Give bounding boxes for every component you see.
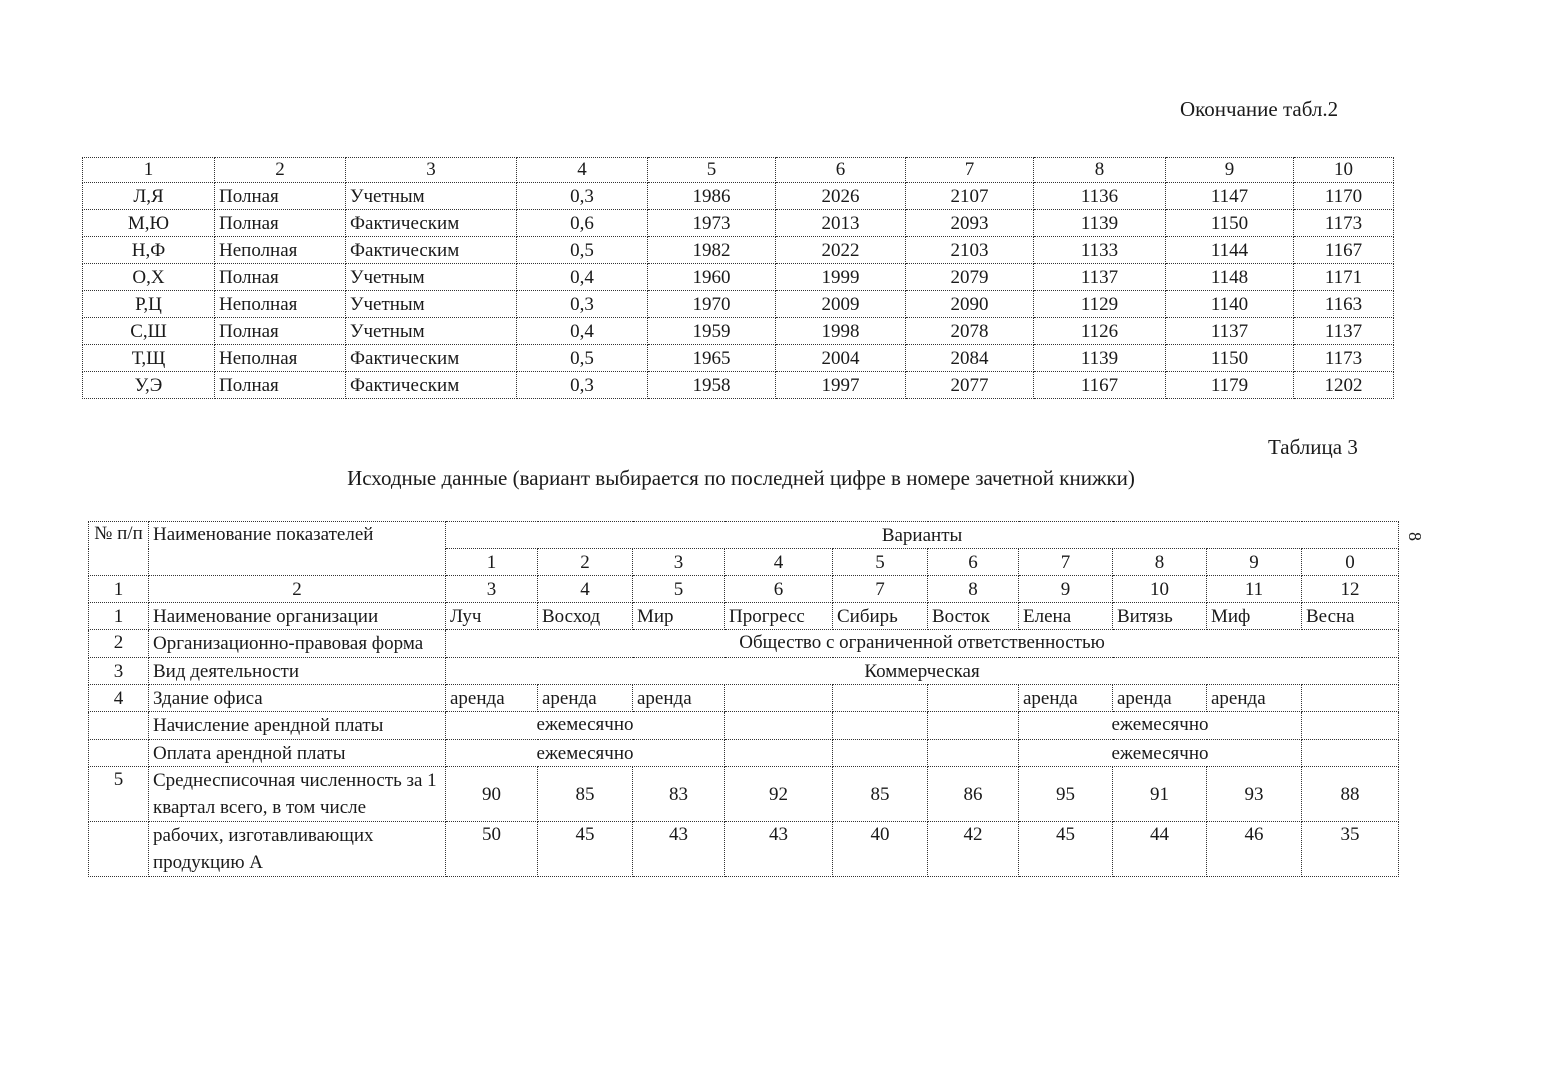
table-cell: Полная — [215, 318, 346, 345]
table-cell: 1148 — [1166, 264, 1294, 291]
rent-accrual-value: ежемесячно — [446, 712, 725, 740]
row-num: 3 — [89, 658, 149, 685]
variant-number: 0 — [1302, 549, 1399, 576]
variants-header: Варианты — [446, 522, 1399, 549]
table-cell: 1139 — [1034, 345, 1166, 372]
table-cell: Неполная — [215, 291, 346, 318]
name-header: Наименование показателей — [149, 522, 446, 576]
rent-accrual-cell — [928, 712, 1019, 740]
num-header: № п/п — [89, 522, 149, 576]
office-cell: аренда — [538, 685, 633, 712]
table-cell: 1997 — [776, 372, 906, 399]
table-cell: Фактическим — [346, 210, 517, 237]
table-2 — [82, 157, 1394, 399]
table-cell: 1150 — [1166, 345, 1294, 372]
table-cell: 0,3 — [517, 183, 648, 210]
t2-header-row — [83, 158, 1394, 183]
table-cell: 1136 — [1034, 183, 1166, 210]
t3-row-headcount — [89, 767, 1399, 822]
variant-number: 4 — [725, 549, 833, 576]
office-cell — [1302, 685, 1399, 712]
table-cell: Учетным — [346, 318, 517, 345]
org-name-cell: Прогресс — [725, 603, 833, 630]
table-cell: 1973 — [648, 210, 776, 237]
variant-number: 7 — [1019, 549, 1113, 576]
column-number: 10 — [1113, 576, 1207, 603]
row-num — [89, 740, 149, 767]
table-cell: 2009 — [776, 291, 906, 318]
table-cell: 1140 — [1166, 291, 1294, 318]
row-num — [89, 712, 149, 740]
workers-a-cell: 45 — [538, 822, 633, 877]
column-number: 6 — [725, 576, 833, 603]
column-number: 8 — [928, 576, 1019, 603]
table-cell: 2004 — [776, 345, 906, 372]
rent-payment-cell — [928, 740, 1019, 767]
workers-a-cell: 35 — [1302, 822, 1399, 877]
table-cell: 1999 — [776, 264, 906, 291]
table-cell: 2090 — [906, 291, 1034, 318]
headcount-cell: 85 — [833, 767, 928, 822]
row-label: рабочих, изготавливающих продукцию А — [149, 822, 446, 877]
table-cell: 1959 — [648, 318, 776, 345]
column-number: 1 — [89, 576, 149, 603]
table-cell: Полная — [215, 372, 346, 399]
table-cell: Фактическим — [346, 237, 517, 264]
table3-title: Исходные данные (вариант выбирается по последней цифре в номере зачетной книжки) — [347, 466, 1135, 490]
row-num: 5 — [89, 767, 149, 822]
table-cell: 1170 — [1294, 183, 1394, 210]
table-cell: 1139 — [1034, 210, 1166, 237]
headcount-cell: 85 — [538, 767, 633, 822]
table-cell: 1982 — [648, 237, 776, 264]
t3-row-org-name — [89, 603, 1399, 630]
org-name-cell: Мир — [633, 603, 725, 630]
row-num: 2 — [89, 630, 149, 658]
rent-payment-value: ежемесячно — [1019, 740, 1302, 767]
org-name-cell: Миф — [1207, 603, 1302, 630]
t2-col-number: 3 — [346, 158, 517, 183]
table-cell: 0,5 — [517, 345, 648, 372]
workers-a-cell: 46 — [1207, 822, 1302, 877]
office-cell: аренда — [633, 685, 725, 712]
t3-column-numbers-row — [89, 576, 1399, 603]
org-name-cell: Луч — [446, 603, 538, 630]
t3-row-legal-form — [89, 630, 1399, 658]
table-cell: С,Ш — [83, 318, 215, 345]
workers-a-cell: 45 — [1019, 822, 1113, 877]
row-label: Наименование организации — [149, 603, 446, 630]
workers-a-cell: 43 — [633, 822, 725, 877]
table-cell: 1150 — [1166, 210, 1294, 237]
table-row — [83, 345, 1394, 372]
headcount-cell: 91 — [1113, 767, 1207, 822]
table-cell: Учетным — [346, 183, 517, 210]
table-cell: 1129 — [1034, 291, 1166, 318]
table-row — [83, 183, 1394, 210]
column-number: 11 — [1207, 576, 1302, 603]
t3-row-activity — [89, 658, 1399, 685]
variant-number: 9 — [1207, 549, 1302, 576]
table-row — [83, 372, 1394, 399]
t2-col-number: 7 — [906, 158, 1034, 183]
table-cell: 2107 — [906, 183, 1034, 210]
row-num: 4 — [89, 685, 149, 712]
table-cell: 2022 — [776, 237, 906, 264]
table-cell: Фактическим — [346, 372, 517, 399]
org-name-cell: Восток — [928, 603, 1019, 630]
org-name-cell: Восход — [538, 603, 633, 630]
column-number: 9 — [1019, 576, 1113, 603]
rent-accrual-cell — [1302, 712, 1399, 740]
rent-accrual-cell — [833, 712, 928, 740]
table-cell: 1167 — [1034, 372, 1166, 399]
table-cell: 1958 — [648, 372, 776, 399]
table-cell: Учетным — [346, 291, 517, 318]
column-number: 7 — [833, 576, 928, 603]
table-cell: 1163 — [1294, 291, 1394, 318]
org-name-cell: Витязь — [1113, 603, 1207, 630]
column-number: 5 — [633, 576, 725, 603]
table-cell: 1133 — [1034, 237, 1166, 264]
table-cell: 1970 — [648, 291, 776, 318]
table-cell: 1986 — [648, 183, 776, 210]
table-row — [83, 264, 1394, 291]
table-cell: Учетным — [346, 264, 517, 291]
table-3 — [88, 521, 1399, 877]
t3-row-workers-a — [89, 822, 1399, 877]
table-cell: 2078 — [906, 318, 1034, 345]
variant-number: 3 — [633, 549, 725, 576]
variant-number: 5 — [833, 549, 928, 576]
t2-col-number: 10 — [1294, 158, 1394, 183]
rent-payment-cell — [725, 740, 833, 767]
workers-a-cell: 43 — [725, 822, 833, 877]
table-cell: Фактическим — [346, 345, 517, 372]
workers-a-cell: 50 — [446, 822, 538, 877]
table-cell: 0,4 — [517, 264, 648, 291]
t2-col-number: 2 — [215, 158, 346, 183]
table-cell: 1171 — [1294, 264, 1394, 291]
variant-number: 1 — [446, 549, 538, 576]
t2-col-number: 5 — [648, 158, 776, 183]
t3-head-row-1 — [89, 522, 1399, 549]
headcount-cell: 90 — [446, 767, 538, 822]
workers-a-cell: 42 — [928, 822, 1019, 877]
table-cell: 0,5 — [517, 237, 648, 264]
table-cell: О,Х — [83, 264, 215, 291]
rent-payment-cell — [833, 740, 928, 767]
table-cell: 2084 — [906, 345, 1034, 372]
office-cell — [725, 685, 833, 712]
headcount-cell: 95 — [1019, 767, 1113, 822]
t2-col-number: 9 — [1166, 158, 1294, 183]
row-label: Среднесписочная численность за 1 квартал всего, в том числе — [149, 767, 446, 822]
table-cell: 1965 — [648, 345, 776, 372]
rent-payment-value: ежемесячно — [446, 740, 725, 767]
column-number: 12 — [1302, 576, 1399, 603]
row-num: 1 — [89, 603, 149, 630]
legal-form-value: Общество с ограниченной ответственностью — [446, 630, 1399, 658]
table2-caption: Окончание табл.2 — [1180, 97, 1339, 121]
table-cell: 0,3 — [517, 372, 648, 399]
table-cell: 0,4 — [517, 318, 648, 345]
t2-col-number: 8 — [1034, 158, 1166, 183]
rent-payment-cell — [1302, 740, 1399, 767]
org-name-cell: Весна — [1302, 603, 1399, 630]
table-cell: 2093 — [906, 210, 1034, 237]
page-number: 8 — [1405, 532, 1425, 541]
t3-row-rent-payment — [89, 740, 1399, 767]
activity-value: Коммерческая — [446, 658, 1399, 685]
office-cell: аренда — [446, 685, 538, 712]
table-cell: 1167 — [1294, 237, 1394, 264]
table-cell: Л,Я — [83, 183, 215, 210]
table-cell: 1998 — [776, 318, 906, 345]
headcount-cell: 88 — [1302, 767, 1399, 822]
table-cell: У,Э — [83, 372, 215, 399]
variant-number: 8 — [1113, 549, 1207, 576]
table-cell: Р,Ц — [83, 291, 215, 318]
t3-row-rent-accrual — [89, 712, 1399, 740]
row-label: Начисление арендной платы — [149, 712, 446, 740]
row-num — [89, 822, 149, 877]
table-cell: 1179 — [1166, 372, 1294, 399]
t2-col-number: 6 — [776, 158, 906, 183]
row-label: Здание офиса — [149, 685, 446, 712]
variant-number: 2 — [538, 549, 633, 576]
variant-number: 6 — [928, 549, 1019, 576]
table-cell: 1144 — [1166, 237, 1294, 264]
table-cell: М,Ю — [83, 210, 215, 237]
org-name-cell: Елена — [1019, 603, 1113, 630]
table-cell: Неполная — [215, 345, 346, 372]
row-label: Оплата арендной платы — [149, 740, 446, 767]
office-cell — [928, 685, 1019, 712]
table3-caption: Таблица 3 — [1268, 435, 1358, 459]
table-cell: Н,Ф — [83, 237, 215, 264]
rent-accrual-value: ежемесячно — [1019, 712, 1302, 740]
table-row — [83, 210, 1394, 237]
office-cell: аренда — [1207, 685, 1302, 712]
office-cell — [833, 685, 928, 712]
table-cell: 2103 — [906, 237, 1034, 264]
headcount-cell: 83 — [633, 767, 725, 822]
table-cell: 2077 — [906, 372, 1034, 399]
table-cell: Полная — [215, 264, 346, 291]
table-cell: Полная — [215, 183, 346, 210]
table-row — [83, 237, 1394, 264]
table-cell: 0,3 — [517, 291, 648, 318]
office-cell: аренда — [1019, 685, 1113, 712]
t2-col-number: 1 — [83, 158, 215, 183]
t3-row-office — [89, 685, 1399, 712]
table-row — [83, 291, 1394, 318]
table-row — [83, 318, 1394, 345]
column-number: 3 — [446, 576, 538, 603]
table-cell: 1126 — [1034, 318, 1166, 345]
table-cell: 1137 — [1034, 264, 1166, 291]
table-cell: Неполная — [215, 237, 346, 264]
headcount-cell: 92 — [725, 767, 833, 822]
org-name-cell: Сибирь — [833, 603, 928, 630]
row-label: Организационно-правовая форма — [149, 630, 446, 658]
t2-col-number: 4 — [517, 158, 648, 183]
table-cell: 1173 — [1294, 210, 1394, 237]
column-number: 4 — [538, 576, 633, 603]
table-cell: 1960 — [648, 264, 776, 291]
office-cell: аренда — [1113, 685, 1207, 712]
column-number: 2 — [149, 576, 446, 603]
table-cell: Т,Щ — [83, 345, 215, 372]
table-cell: 1202 — [1294, 372, 1394, 399]
table-cell: Полная — [215, 210, 346, 237]
headcount-cell: 93 — [1207, 767, 1302, 822]
table-cell: 1137 — [1166, 318, 1294, 345]
headcount-cell: 86 — [928, 767, 1019, 822]
rent-accrual-cell — [725, 712, 833, 740]
table-cell: 2013 — [776, 210, 906, 237]
table-cell: 1147 — [1166, 183, 1294, 210]
table-cell: 2026 — [776, 183, 906, 210]
table-cell: 0,6 — [517, 210, 648, 237]
workers-a-cell: 40 — [833, 822, 928, 877]
workers-a-cell: 44 — [1113, 822, 1207, 877]
table-cell: 2079 — [906, 264, 1034, 291]
table-cell: 1137 — [1294, 318, 1394, 345]
table-cell: 1173 — [1294, 345, 1394, 372]
row-label: Вид деятельности — [149, 658, 446, 685]
